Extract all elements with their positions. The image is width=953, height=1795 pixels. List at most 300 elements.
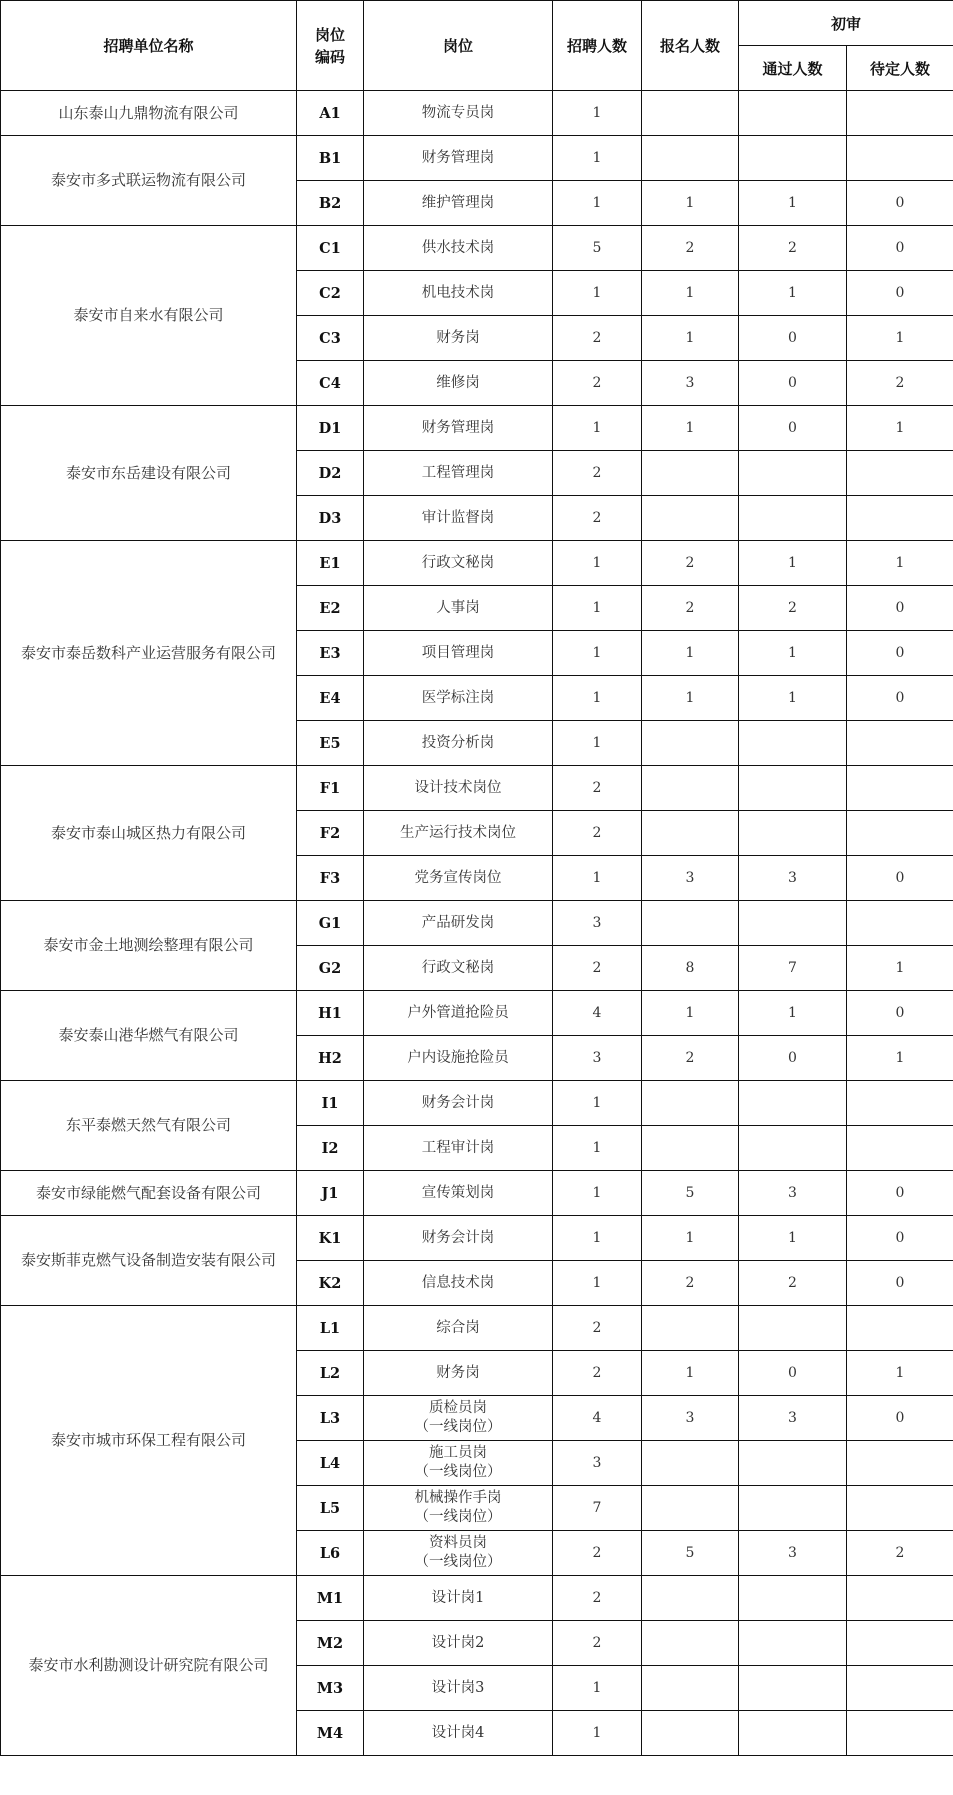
- position-code-cell: L3: [297, 1396, 364, 1441]
- unit-name-cell: 泰安泰山港华燃气有限公司: [1, 991, 297, 1081]
- position-code-cell: F2: [297, 811, 364, 856]
- unit-name-cell: 泰安市绿能燃气配套设备有限公司: [1, 1171, 297, 1216]
- applicant-count-cell: 5: [642, 1531, 739, 1576]
- position-cell: [364, 766, 553, 811]
- pending-count-cell: 0: [847, 991, 953, 1036]
- position-cell: [364, 136, 553, 181]
- pending-count-cell: 0: [847, 676, 953, 721]
- passed-count-cell: 2: [739, 1261, 847, 1306]
- position-name: 人事岗: [436, 599, 480, 616]
- position-cell: [364, 91, 553, 136]
- position-code-cell: C2: [297, 271, 364, 316]
- pending-count-cell: 0: [847, 181, 953, 226]
- position-cell: [364, 991, 553, 1036]
- position-name: 行政文秘岗: [421, 554, 495, 571]
- position-name: 宣传策划岗: [421, 1184, 495, 1201]
- position-cell: [364, 856, 553, 901]
- passed-count-cell: [739, 811, 847, 856]
- position-name: 综合岗: [436, 1319, 480, 1336]
- applicant-count-cell: 2: [642, 586, 739, 631]
- position-name: 设计岗4: [431, 1724, 485, 1741]
- table-row: [1, 226, 953, 271]
- position-name: 投资分析岗: [421, 734, 495, 751]
- position-cell: [364, 1396, 553, 1441]
- position-code-cell: F1: [297, 766, 364, 811]
- position-cell: [364, 631, 553, 676]
- planned-count-cell: 1: [553, 271, 642, 316]
- pending-count-cell: [847, 1081, 953, 1126]
- passed-count-cell: 0: [739, 361, 847, 406]
- applicant-count-cell: 1: [642, 1351, 739, 1396]
- passed-count-cell: [739, 451, 847, 496]
- position-name: 医学标注岗: [421, 689, 495, 706]
- position-code-cell: B2: [297, 181, 364, 226]
- table-row: [1, 136, 953, 181]
- applicant-count-cell: [642, 1666, 739, 1711]
- table-row: [1, 91, 953, 136]
- pending-count-cell: [847, 901, 953, 946]
- passed-count-cell: 0: [739, 1351, 847, 1396]
- planned-count-cell: 2: [553, 766, 642, 811]
- planned-count-cell: 2: [553, 451, 642, 496]
- position-cell: [364, 586, 553, 631]
- position-name: 设计岗2: [431, 1634, 485, 1651]
- position-cell: [364, 901, 553, 946]
- pending-count-cell: 2: [847, 1531, 953, 1576]
- planned-count-cell: 3: [553, 1441, 642, 1486]
- header-passed-count: 通过人数: [739, 46, 847, 91]
- planned-count-cell: 1: [553, 586, 642, 631]
- position-name: 维修岗: [436, 374, 480, 391]
- position-code-cell: K1: [297, 1216, 364, 1261]
- passed-count-cell: 7: [739, 946, 847, 991]
- pending-count-cell: 1: [847, 1036, 953, 1081]
- header-pending-count: 待定人数: [847, 46, 953, 91]
- applicant-count-cell: [642, 1576, 739, 1621]
- position-name: 机电技术岗: [421, 284, 495, 301]
- position-cell: [364, 451, 553, 496]
- planned-count-cell: 2: [553, 946, 642, 991]
- position-name: 财务管理岗: [421, 419, 495, 436]
- planned-count-cell: 2: [553, 1531, 642, 1576]
- position-cell: [364, 1306, 553, 1351]
- planned-count-cell: 1: [553, 1666, 642, 1711]
- applicant-count-cell: [642, 811, 739, 856]
- applicant-count-cell: [642, 451, 739, 496]
- planned-count-cell: 1: [553, 1216, 642, 1261]
- passed-count-cell: 1: [739, 271, 847, 316]
- passed-count-cell: 1: [739, 541, 847, 586]
- position-name: 财务岗: [436, 1364, 480, 1381]
- planned-count-cell: 3: [553, 1036, 642, 1081]
- position-cell: [364, 1666, 553, 1711]
- position-cell: [364, 811, 553, 856]
- unit-name-cell: 东平泰燃天然气有限公司: [1, 1081, 297, 1171]
- position-cell: [364, 1261, 553, 1306]
- applicant-count-cell: 1: [642, 991, 739, 1036]
- passed-count-cell: 0: [739, 406, 847, 451]
- table-row: [1, 1216, 953, 1261]
- position-cell: [364, 1126, 553, 1171]
- unit-name-cell: 泰安市金土地测绘整理有限公司: [1, 901, 297, 991]
- unit-name-cell: 泰安市自来水有限公司: [1, 226, 297, 406]
- position-code-cell: F3: [297, 856, 364, 901]
- unit-name-cell: 泰安斯菲克燃气设备制造安装有限公司: [1, 1216, 297, 1306]
- passed-count-cell: [739, 1081, 847, 1126]
- position-name: 财务会计岗: [421, 1229, 495, 1246]
- planned-count-cell: 1: [553, 856, 642, 901]
- planned-count-cell: 7: [553, 1486, 642, 1531]
- position-code-cell: M4: [297, 1711, 364, 1756]
- position-cell: [364, 1351, 553, 1396]
- applicant-count-cell: [642, 1621, 739, 1666]
- position-name: 资料员岗: [429, 1535, 487, 1551]
- unit-name-cell: 泰安市多式联运物流有限公司: [1, 136, 297, 226]
- position-code-cell: L6: [297, 1531, 364, 1576]
- pending-count-cell: 1: [847, 946, 953, 991]
- position-name: 工程审计岗: [421, 1139, 495, 1156]
- applicant-count-cell: [642, 1486, 739, 1531]
- position-name: 产品研发岗: [421, 914, 495, 931]
- pending-count-cell: [847, 1666, 953, 1711]
- position-code-cell: H1: [297, 991, 364, 1036]
- planned-count-cell: 1: [553, 541, 642, 586]
- table-row: [1, 766, 953, 811]
- position-name: 财务岗: [436, 329, 480, 346]
- position-cell: [364, 1486, 553, 1531]
- position-name: 项目管理岗: [421, 644, 495, 661]
- applicant-count-cell: [642, 901, 739, 946]
- position-code-cell: L5: [297, 1486, 364, 1531]
- position-cell: [364, 946, 553, 991]
- passed-count-cell: 1: [739, 991, 847, 1036]
- pending-count-cell: 0: [847, 1216, 953, 1261]
- pending-count-cell: [847, 1576, 953, 1621]
- pending-count-cell: 1: [847, 541, 953, 586]
- passed-count-cell: [739, 136, 847, 181]
- table-body: [1, 91, 953, 1756]
- unit-name-cell: 山东泰山九鼎物流有限公司: [1, 91, 297, 136]
- planned-count-cell: 2: [553, 316, 642, 361]
- applicant-count-cell: 1: [642, 1216, 739, 1261]
- position-name: 行政文秘岗: [421, 959, 495, 976]
- passed-count-cell: 1: [739, 676, 847, 721]
- pending-count-cell: [847, 721, 953, 766]
- pending-count-cell: 0: [847, 271, 953, 316]
- planned-count-cell: 4: [553, 991, 642, 1036]
- unit-name-cell: 泰安市水利勘测设计研究院有限公司: [1, 1576, 297, 1756]
- passed-count-cell: [739, 1486, 847, 1531]
- planned-count-cell: 2: [553, 496, 642, 541]
- position-code-cell: D1: [297, 406, 364, 451]
- pending-count-cell: [847, 1441, 953, 1486]
- pending-count-cell: [847, 766, 953, 811]
- position-note: （一线岗位）: [414, 1554, 502, 1570]
- planned-count-cell: 1: [553, 631, 642, 676]
- planned-count-cell: 1: [553, 136, 642, 181]
- position-code-cell: C4: [297, 361, 364, 406]
- position-name: 维护管理岗: [421, 194, 495, 211]
- position-name: 财务会计岗: [421, 1094, 495, 1111]
- position-cell: [364, 226, 553, 271]
- applicant-count-cell: 1: [642, 316, 739, 361]
- header-position: 岗位: [364, 1, 553, 91]
- passed-count-cell: [739, 496, 847, 541]
- position-name: 施工员岗: [429, 1445, 487, 1461]
- position-cell: [364, 406, 553, 451]
- position-cell: [364, 1081, 553, 1126]
- position-name: 质检员岗: [429, 1400, 487, 1416]
- header-planned-count: 招聘人数: [553, 1, 642, 91]
- passed-count-cell: 3: [739, 856, 847, 901]
- position-code-cell: E4: [297, 676, 364, 721]
- planned-count-cell: 2: [553, 1576, 642, 1621]
- unit-name-cell: 泰安市城市环保工程有限公司: [1, 1306, 297, 1576]
- position-name: 审计监督岗: [421, 509, 495, 526]
- applicant-count-cell: [642, 1441, 739, 1486]
- position-name: 户内设施抢险员: [407, 1049, 509, 1066]
- passed-count-cell: [739, 721, 847, 766]
- planned-count-cell: 1: [553, 1081, 642, 1126]
- table-row: [1, 1306, 953, 1351]
- table-row: [1, 406, 953, 451]
- passed-count-cell: 1: [739, 631, 847, 676]
- passed-count-cell: [739, 901, 847, 946]
- pending-count-cell: 0: [847, 856, 953, 901]
- position-cell: [364, 1711, 553, 1756]
- unit-name-cell: 泰安市泰山城区热力有限公司: [1, 766, 297, 901]
- table-row: [1, 991, 953, 1036]
- position-name: 党务宣传岗位: [414, 869, 502, 886]
- passed-count-cell: [739, 1306, 847, 1351]
- position-code-cell: M1: [297, 1576, 364, 1621]
- unit-name-cell: 泰安市东岳建设有限公司: [1, 406, 297, 541]
- pending-count-cell: [847, 1126, 953, 1171]
- applicant-count-cell: 3: [642, 1396, 739, 1441]
- planned-count-cell: 3: [553, 901, 642, 946]
- header-applicant-count: 报名人数: [642, 1, 739, 91]
- table-row: [1, 1576, 953, 1621]
- passed-count-cell: 3: [739, 1396, 847, 1441]
- applicant-count-cell: 2: [642, 1261, 739, 1306]
- applicant-count-cell: [642, 91, 739, 136]
- applicant-count-cell: 1: [642, 676, 739, 721]
- applicant-count-cell: 2: [642, 226, 739, 271]
- passed-count-cell: 2: [739, 226, 847, 271]
- passed-count-cell: [739, 1441, 847, 1486]
- position-code-cell: B1: [297, 136, 364, 181]
- position-name: 设计岗3: [431, 1679, 485, 1696]
- table-row: [1, 541, 953, 586]
- applicant-count-cell: [642, 496, 739, 541]
- position-cell: [364, 1441, 553, 1486]
- position-cell: [364, 496, 553, 541]
- passed-count-cell: 1: [739, 181, 847, 226]
- pending-count-cell: [847, 811, 953, 856]
- position-name: 设计岗1: [431, 1589, 485, 1606]
- position-cell: [364, 676, 553, 721]
- passed-count-cell: [739, 1126, 847, 1171]
- applicant-count-cell: 1: [642, 271, 739, 316]
- header-code-line2: 编码: [314, 47, 345, 66]
- pending-count-cell: [847, 91, 953, 136]
- planned-count-cell: 2: [553, 1351, 642, 1396]
- applicant-count-cell: [642, 766, 739, 811]
- planned-count-cell: 1: [553, 1261, 642, 1306]
- position-cell: [364, 1171, 553, 1216]
- position-note: （一线岗位）: [414, 1419, 502, 1435]
- pending-count-cell: [847, 451, 953, 496]
- applicant-count-cell: [642, 1081, 739, 1126]
- passed-count-cell: 2: [739, 586, 847, 631]
- position-code-cell: J1: [297, 1171, 364, 1216]
- pending-count-cell: [847, 496, 953, 541]
- planned-count-cell: 1: [553, 91, 642, 136]
- pending-count-cell: 0: [847, 1171, 953, 1216]
- planned-count-cell: 1: [553, 1711, 642, 1756]
- applicant-count-cell: [642, 136, 739, 181]
- pending-count-cell: [847, 1711, 953, 1756]
- position-cell: [364, 1531, 553, 1576]
- passed-count-cell: [739, 1621, 847, 1666]
- applicant-count-cell: 3: [642, 361, 739, 406]
- applicant-count-cell: [642, 1306, 739, 1351]
- planned-count-cell: 2: [553, 1306, 642, 1351]
- pending-count-cell: 1: [847, 316, 953, 361]
- position-note: （一线岗位）: [414, 1509, 502, 1525]
- position-cell: [364, 181, 553, 226]
- position-name: 机械操作手岗: [414, 1490, 502, 1506]
- position-name: 设计技术岗位: [414, 779, 502, 796]
- position-code-cell: E2: [297, 586, 364, 631]
- position-code-cell: E5: [297, 721, 364, 766]
- position-code-cell: D2: [297, 451, 364, 496]
- position-code-cell: G1: [297, 901, 364, 946]
- pending-count-cell: 0: [847, 631, 953, 676]
- passed-count-cell: [739, 1711, 847, 1756]
- applicant-count-cell: 5: [642, 1171, 739, 1216]
- pending-count-cell: [847, 136, 953, 181]
- planned-count-cell: 1: [553, 1126, 642, 1171]
- pending-count-cell: 0: [847, 226, 953, 271]
- pending-count-cell: [847, 1621, 953, 1666]
- position-code-cell: I1: [297, 1081, 364, 1126]
- header-code-line1: 岗位: [314, 25, 345, 44]
- applicant-count-cell: [642, 1711, 739, 1756]
- position-cell: [364, 1621, 553, 1666]
- position-name: 生产运行技术岗位: [400, 824, 516, 841]
- planned-count-cell: 2: [553, 361, 642, 406]
- applicant-count-cell: [642, 1126, 739, 1171]
- applicant-count-cell: 3: [642, 856, 739, 901]
- planned-count-cell: 2: [553, 1621, 642, 1666]
- planned-count-cell: 1: [553, 181, 642, 226]
- position-cell: [364, 721, 553, 766]
- position-code-cell: L4: [297, 1441, 364, 1486]
- passed-count-cell: 3: [739, 1531, 847, 1576]
- position-name: 物流专员岗: [421, 104, 495, 121]
- passed-count-cell: [739, 766, 847, 811]
- position-code-cell: C3: [297, 316, 364, 361]
- planned-count-cell: 1: [553, 406, 642, 451]
- position-code-cell: G2: [297, 946, 364, 991]
- pending-count-cell: 1: [847, 1351, 953, 1396]
- position-code-cell: L1: [297, 1306, 364, 1351]
- header-position-code: [297, 1, 364, 91]
- pending-count-cell: 0: [847, 1261, 953, 1306]
- position-code-cell: H2: [297, 1036, 364, 1081]
- passed-count-cell: 0: [739, 1036, 847, 1081]
- passed-count-cell: 0: [739, 316, 847, 361]
- position-name: 财务管理岗: [421, 149, 495, 166]
- position-name: 供水技术岗: [421, 239, 495, 256]
- position-code-cell: I2: [297, 1126, 364, 1171]
- table-row: [1, 1171, 953, 1216]
- applicant-count-cell: 1: [642, 631, 739, 676]
- passed-count-cell: [739, 91, 847, 136]
- applicant-count-cell: 2: [642, 541, 739, 586]
- planned-count-cell: 1: [553, 676, 642, 721]
- applicant-count-cell: 1: [642, 406, 739, 451]
- unit-name-cell: 泰安市泰岳数科产业运营服务有限公司: [1, 541, 297, 766]
- position-code-cell: C1: [297, 226, 364, 271]
- applicant-count-cell: 2: [642, 1036, 739, 1081]
- passed-count-cell: [739, 1666, 847, 1711]
- position-code-cell: L2: [297, 1351, 364, 1396]
- position-name: 信息技术岗: [421, 1274, 495, 1291]
- position-note: （一线岗位）: [414, 1464, 502, 1480]
- position-code-cell: E3: [297, 631, 364, 676]
- pending-count-cell: 0: [847, 1396, 953, 1441]
- pending-count-cell: 0: [847, 586, 953, 631]
- header-unit-name: 招聘单位名称: [1, 1, 297, 91]
- planned-count-cell: 1: [553, 721, 642, 766]
- pending-count-cell: 2: [847, 361, 953, 406]
- table-row: [1, 901, 953, 946]
- position-code-cell: E1: [297, 541, 364, 586]
- table-header: [1, 1, 953, 91]
- passed-count-cell: 3: [739, 1171, 847, 1216]
- table-row: [1, 1081, 953, 1126]
- pending-count-cell: 1: [847, 406, 953, 451]
- applicant-count-cell: [642, 721, 739, 766]
- position-code-cell: A1: [297, 91, 364, 136]
- passed-count-cell: 1: [739, 1216, 847, 1261]
- position-cell: [364, 1216, 553, 1261]
- planned-count-cell: 5: [553, 226, 642, 271]
- header-initial-review: 初审: [739, 1, 953, 46]
- position-cell: [364, 1036, 553, 1081]
- planned-count-cell: 4: [553, 1396, 642, 1441]
- position-cell: [364, 316, 553, 361]
- position-code-cell: K2: [297, 1261, 364, 1306]
- position-name: 工程管理岗: [421, 464, 495, 481]
- position-cell: [364, 1576, 553, 1621]
- planned-count-cell: 2: [553, 811, 642, 856]
- position-code-cell: M3: [297, 1666, 364, 1711]
- position-cell: [364, 271, 553, 316]
- planned-count-cell: 1: [553, 1171, 642, 1216]
- position-cell: [364, 541, 553, 586]
- applicant-count-cell: 8: [642, 946, 739, 991]
- position-code-cell: M2: [297, 1621, 364, 1666]
- position-cell: [364, 361, 553, 406]
- passed-count-cell: [739, 1576, 847, 1621]
- applicant-count-cell: 1: [642, 181, 739, 226]
- position-name: 户外管道抢险员: [407, 1004, 509, 1021]
- position-code-cell: D3: [297, 496, 364, 541]
- pending-count-cell: [847, 1486, 953, 1531]
